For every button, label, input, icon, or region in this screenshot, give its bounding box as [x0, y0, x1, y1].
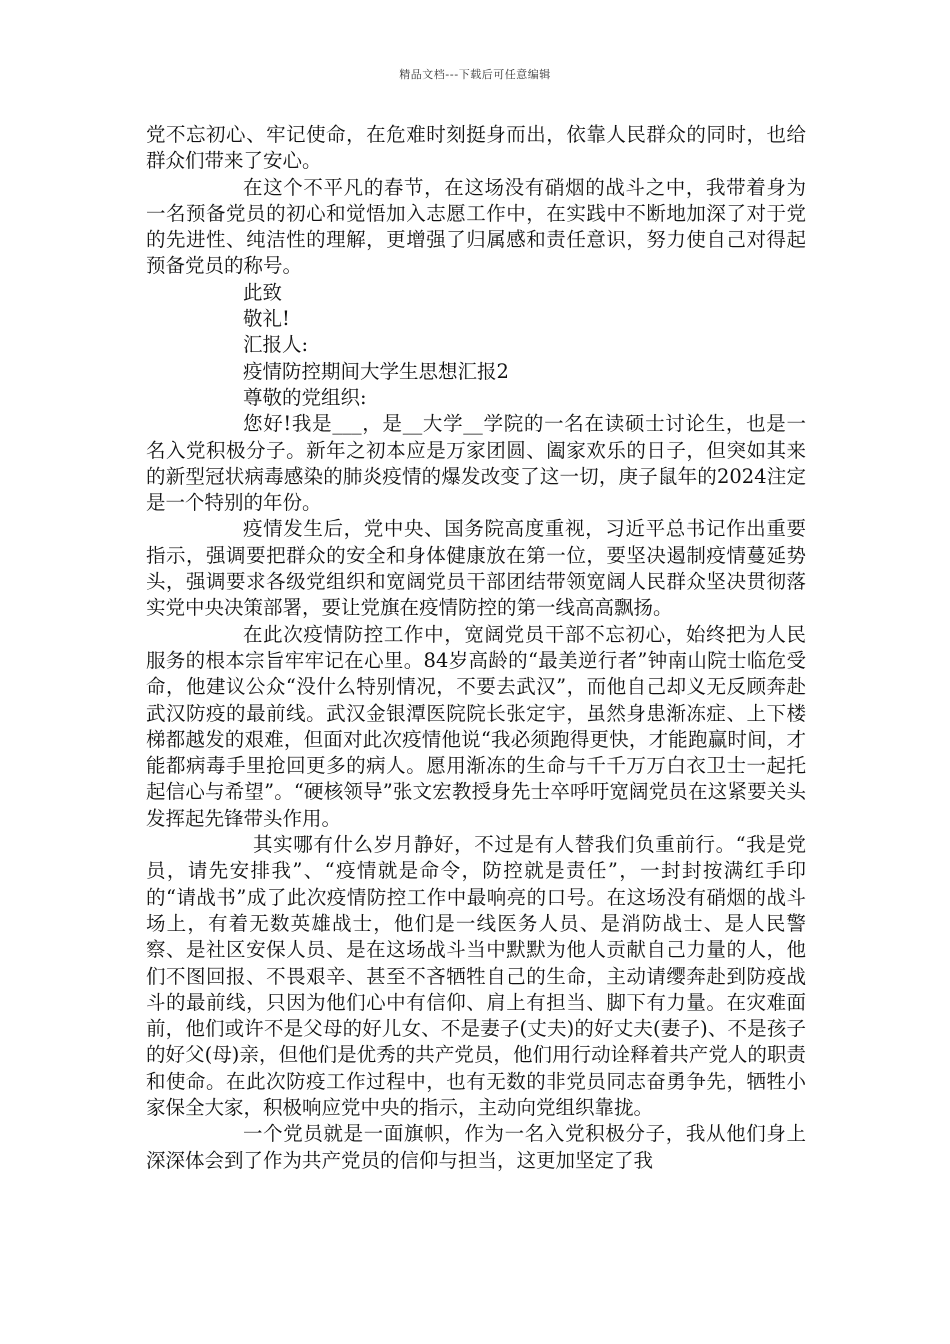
- paragraph: 您好!我是___，是__大学__学院的一名在读硕士讨论生，也是一名入党积极分子。新年之初本应是万家团圆、阖家欢乐的日子，但突如其来的新型冠状病毒感染的肺炎疫情的爆发改变了这一切，庚子鼠年的2024注定是一个特别的年份。: [146, 412, 806, 515]
- paragraph: 其实哪有什么岁月静好，不过是有人替我们负重前行。“我是党员，请先安排我”、“疫情就是命令，防控就是责任”，一封封按满红手印的“请战书”成了此次疫情防控工作中最响亮的口号。在这场没有硝烟的战斗场上，有着无数英雄战士，他们是一线医务人员、是消防战士、是人民警察、是社区安保人员、是在这场战斗当中默默为他人贡献自己力量的人，他们不图回报、不畏艰辛、甚至不吝牺牲自己的生命，主动请缨奔赴到防疫战斗的最前线，只因为他们心中有信仰、肩上有担当、脚下有力量。在灾难面前，他们或许不是父母的好儿女、不是妻子(丈夫)的好丈夫(妻子)、不是孩子的好父(母)亲，但他们是优秀的共产党员，他们用行动诠释着共产党人的职责和使命。在此次防疫工作过程中，也有无数的非党员同志奋勇争先，牺牲小家保全大家，积极响应党中央的指示，主动向党组织靠拢。: [146, 833, 806, 1119]
- paragraph: 一个党员就是一面旗帜，作为一名入党积极分子，我从他们身上深深体会到了作为共产党员的信仰与担当，这更加坚定了我: [146, 1122, 806, 1172]
- reporter-line: 汇报人:: [243, 333, 309, 357]
- paragraph: 在这个不平凡的春节，在这场没有硝烟的战斗之中，我带着身为一名预备党员的初心和觉悟加入志愿工作中，在实践中不断地加深了对于党的先进性、纯洁性的理解，更增强了归属感和责任意识，努力使自己对得起预备党员的称号。: [146, 175, 806, 278]
- paragraph: 疫情发生后，党中央、国务院高度重视，习近平总书记作出重要指示，强调要把群众的安全和身体健康放在第一位，要坚决遏制疫情蔓延势头，强调要求各级党组织和宽阔党员干部团结带领宽阔人民群众坚决贯彻落实党中央决策部署，要让党旗在疫情防控的第一线高高飘扬。: [146, 517, 806, 620]
- document-body: [146, 122, 806, 1174]
- paragraph: 在此次疫情防控工作中，宽阔党员干部不忘初心，始终把为人民服务的根本宗旨牢牢记在心里。84岁高龄的“最美逆行者”钟南山院士临危受命，他建议公众“没什么特别情况，不要去武汉”，而他自己却义无反顾奔赴武汉防疫的最前线。武汉金银潭医院院长张定宇，虽然身患渐冻症、上下楼梯都越发的艰难，但面对此次疫情他说“我必须跑得更快，才能跑赢时间，才能都病毒手里抢回更多的病人。愿用渐冻的生命与千千万万白衣卫士一起托起信心与希望”。“硬核领导”张文宏教授身先士卒呼吁宽阔党员在这紧要关头发挥起先锋带头作用。: [146, 622, 806, 830]
- salutation-line: 敬礼!: [243, 307, 290, 331]
- paragraph: 党不忘初心、牢记使命，在危难时刻挺身而出，依靠人民群众的同时，也给群众们带来了安心。: [146, 123, 806, 173]
- closing-line: 此致: [243, 280, 283, 304]
- greeting-line: 尊敬的党组织:: [243, 385, 367, 409]
- section-title: 疫情防控期间大学生思想汇报2: [243, 359, 509, 383]
- page-header: 精品文档---下载后可任意编辑: [399, 68, 551, 81]
